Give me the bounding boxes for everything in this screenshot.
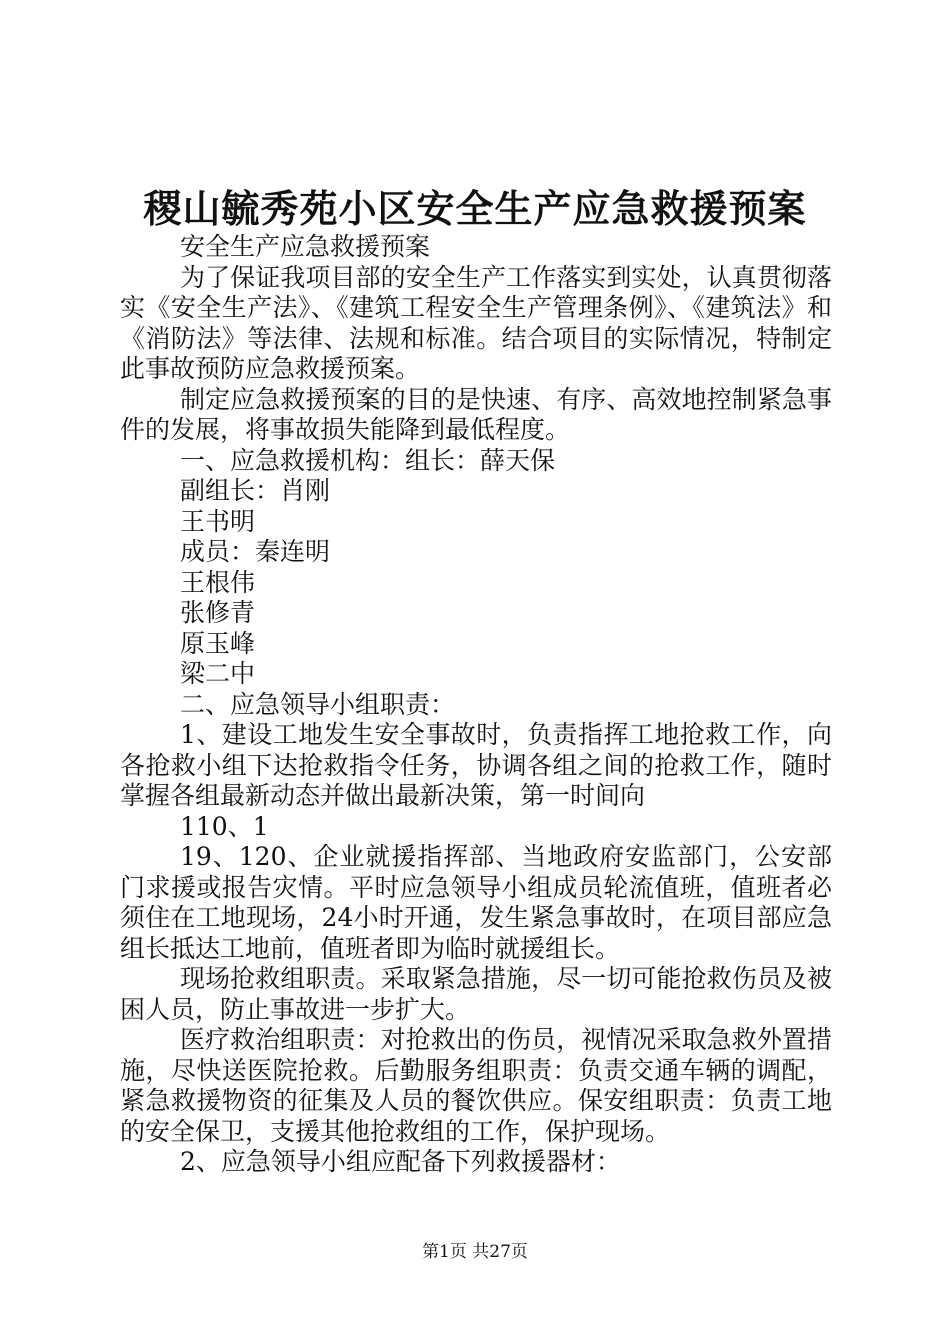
document-body — [120, 232, 832, 1178]
subtitle-paragraph: 安全生产应急救援预案 — [180, 232, 431, 261]
duty-paragraph: 医疗救治组职责：对抢救出的伤员，视情况采取急救外置措施，尽快送医院抢救。后勤服务组职责：负责交通车辆的调配，紧急救援物资的征集及人员的餐饮供应。保安组职责：负责工地的安全保卫，支援其他抢救组的工作，保护现场。 — [120, 1025, 832, 1146]
section-heading-duties: 二、应急领导小组职责： — [180, 689, 456, 719]
member-line: 王根伟 — [180, 567, 256, 597]
member-line: 原玉峰 — [180, 628, 256, 658]
member-line: 梁二中 — [180, 659, 256, 688]
duty-paragraph: 1、建设工地发生安全事故时，负责指挥工地抢救工作，向各抢救小组下达抢救指令任务，协调各组之间的抢救工作，随时掌握各组最新动态并做出最新决策，第一时间向 — [120, 720, 832, 810]
purpose-paragraph: 制定应急救援预案的目的是快速、有序、高效地控制紧急事件的发展，将事故损失能降到最低程度。 — [120, 384, 832, 444]
duty-paragraph: 现场抢救组职责。采取紧急措施，尽一切可能抢救伤员及被困人员，防止事故进一步扩大。 — [120, 964, 832, 1024]
intro-paragraph: 为了保证我项目部的安全生产工作落实到实处，认真贯彻落实《安全生产法》、《建筑工程安全生产管理条例》、《建筑法》和《消防法》等法律、法规和标准。结合项目的实际情况，特制定此事故预防应急救援预案。 — [120, 262, 832, 383]
member-line: 成员：秦连明 — [180, 537, 331, 566]
duty-paragraph: 19、120、企业就援指挥部、当地政府安监部门，公安部门求援或报告灾情。平时应急领导小组成员轮流值班，值班者必须住在工地现场，24小时开通，发生紧急事故时，在项目部应急组长抵达工地前，值班者即为临时就援组长。 — [120, 842, 832, 963]
member-line: 张修青 — [180, 598, 256, 627]
member-line: 副组长：肖刚 — [180, 476, 331, 505]
section-heading-organization: 一、应急救援机构：组长：薛天保 — [180, 445, 556, 475]
equipment-paragraph: 2、应急领导小组应配备下列救援器材： — [180, 1147, 621, 1176]
member-line: 王书明 — [180, 506, 256, 536]
duty-paragraph: 110、1 — [180, 811, 269, 841]
document-title: 稷山毓秀苑小区安全生产应急救援预案 — [143, 186, 807, 231]
page-number: 第1页 共27页 — [422, 1242, 528, 1262]
